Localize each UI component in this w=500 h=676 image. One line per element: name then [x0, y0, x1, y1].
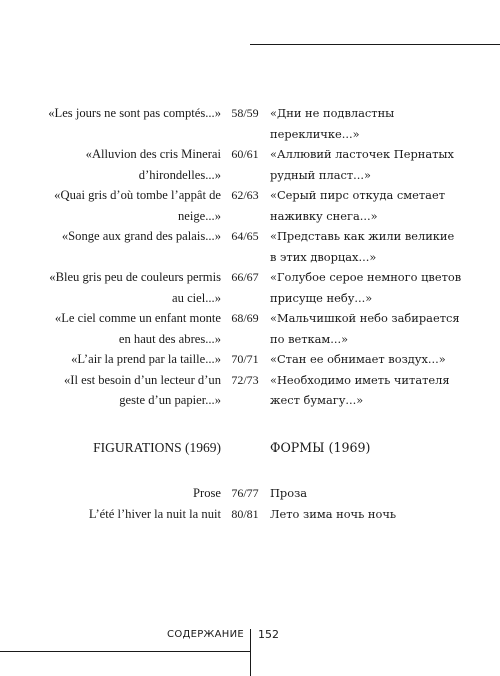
russian-title: «Серый пирс откуда сметает наживку снега...»	[270, 188, 445, 223]
russian-title: Проза	[270, 486, 308, 500]
russian-title: «Мальчишкой небо забирается по веткам...»	[270, 311, 460, 346]
toc-row	[0, 370, 500, 411]
french-title: Prose	[193, 486, 221, 500]
russian-title: «Стан ее обнимает воздух...»	[270, 352, 446, 366]
toc-block-figurations	[0, 483, 500, 524]
french-title: «Songe aux grand des palais...»	[61, 229, 221, 243]
page-numbers: 60/61	[231, 147, 259, 161]
russian-title: «Голубое серое немного цветов присуще небу...»	[270, 270, 462, 305]
running-footer-title: СОДЕРЖАНИЕ	[167, 629, 244, 640]
page-numbers: 80/81	[231, 506, 259, 521]
section-heading	[0, 440, 500, 456]
russian-title: Лето зима ночь ночь	[270, 506, 397, 521]
toc-row	[0, 349, 500, 370]
toc-row	[0, 504, 500, 525]
french-title: «Il est besoin d’un lecteur d’un geste d’un papier...»	[63, 372, 221, 407]
toc-row	[0, 226, 500, 267]
section-title-russian: ФОРМЫ (1969)	[270, 440, 371, 455]
french-title: «Alluvion des cris Minerai d’hirondelles...»	[85, 147, 221, 182]
russian-title: «Представь как жили великие в этих дворцах...»	[270, 229, 455, 264]
russian-title: «Аллювий ласточек Пернатых рудный пласт...»	[270, 147, 454, 182]
page-number: 152	[258, 628, 279, 641]
russian-title: «Необходимо иметь читателя жест бумагу...»	[270, 372, 450, 407]
french-title: L’été l’hiver la nuit la nuit	[88, 506, 221, 521]
page-numbers: 72/73	[231, 372, 259, 387]
french-title: «Le ciel comme un enfant monte en haut des abres...»	[54, 311, 221, 346]
page-numbers: 66/67	[231, 270, 259, 284]
russian-title: «Дни не подвластны перекличке...»	[270, 106, 395, 141]
page-numbers: 70/71	[231, 352, 259, 366]
page-numbers: 62/63	[231, 188, 259, 202]
toc-row	[0, 308, 500, 349]
page-numbers: 76/77	[231, 486, 259, 500]
section-title-french: FIGURATIONS (1969)	[93, 440, 221, 455]
toc-row	[0, 103, 500, 144]
footer-divider	[250, 629, 251, 676]
french-title: «Les jours ne sont pas comptés...»	[48, 106, 221, 120]
french-title: «Bleu gris peu de couleurs permis au ciel...»	[49, 270, 221, 305]
page-numbers: 58/59	[231, 106, 259, 120]
toc-row	[0, 185, 500, 226]
toc-row	[0, 483, 500, 504]
french-title: «Quai gris d’où tombe l’appât de neige...»	[54, 188, 221, 223]
top-rule	[250, 44, 500, 45]
page-numbers: 68/69	[231, 311, 259, 325]
toc-row	[0, 267, 500, 308]
footer-rule	[0, 651, 250, 652]
toc-row	[0, 144, 500, 185]
french-title: «L’air la prend par la taille...»	[71, 352, 221, 366]
page-numbers: 64/65	[231, 229, 259, 243]
toc-block-main	[0, 103, 500, 411]
